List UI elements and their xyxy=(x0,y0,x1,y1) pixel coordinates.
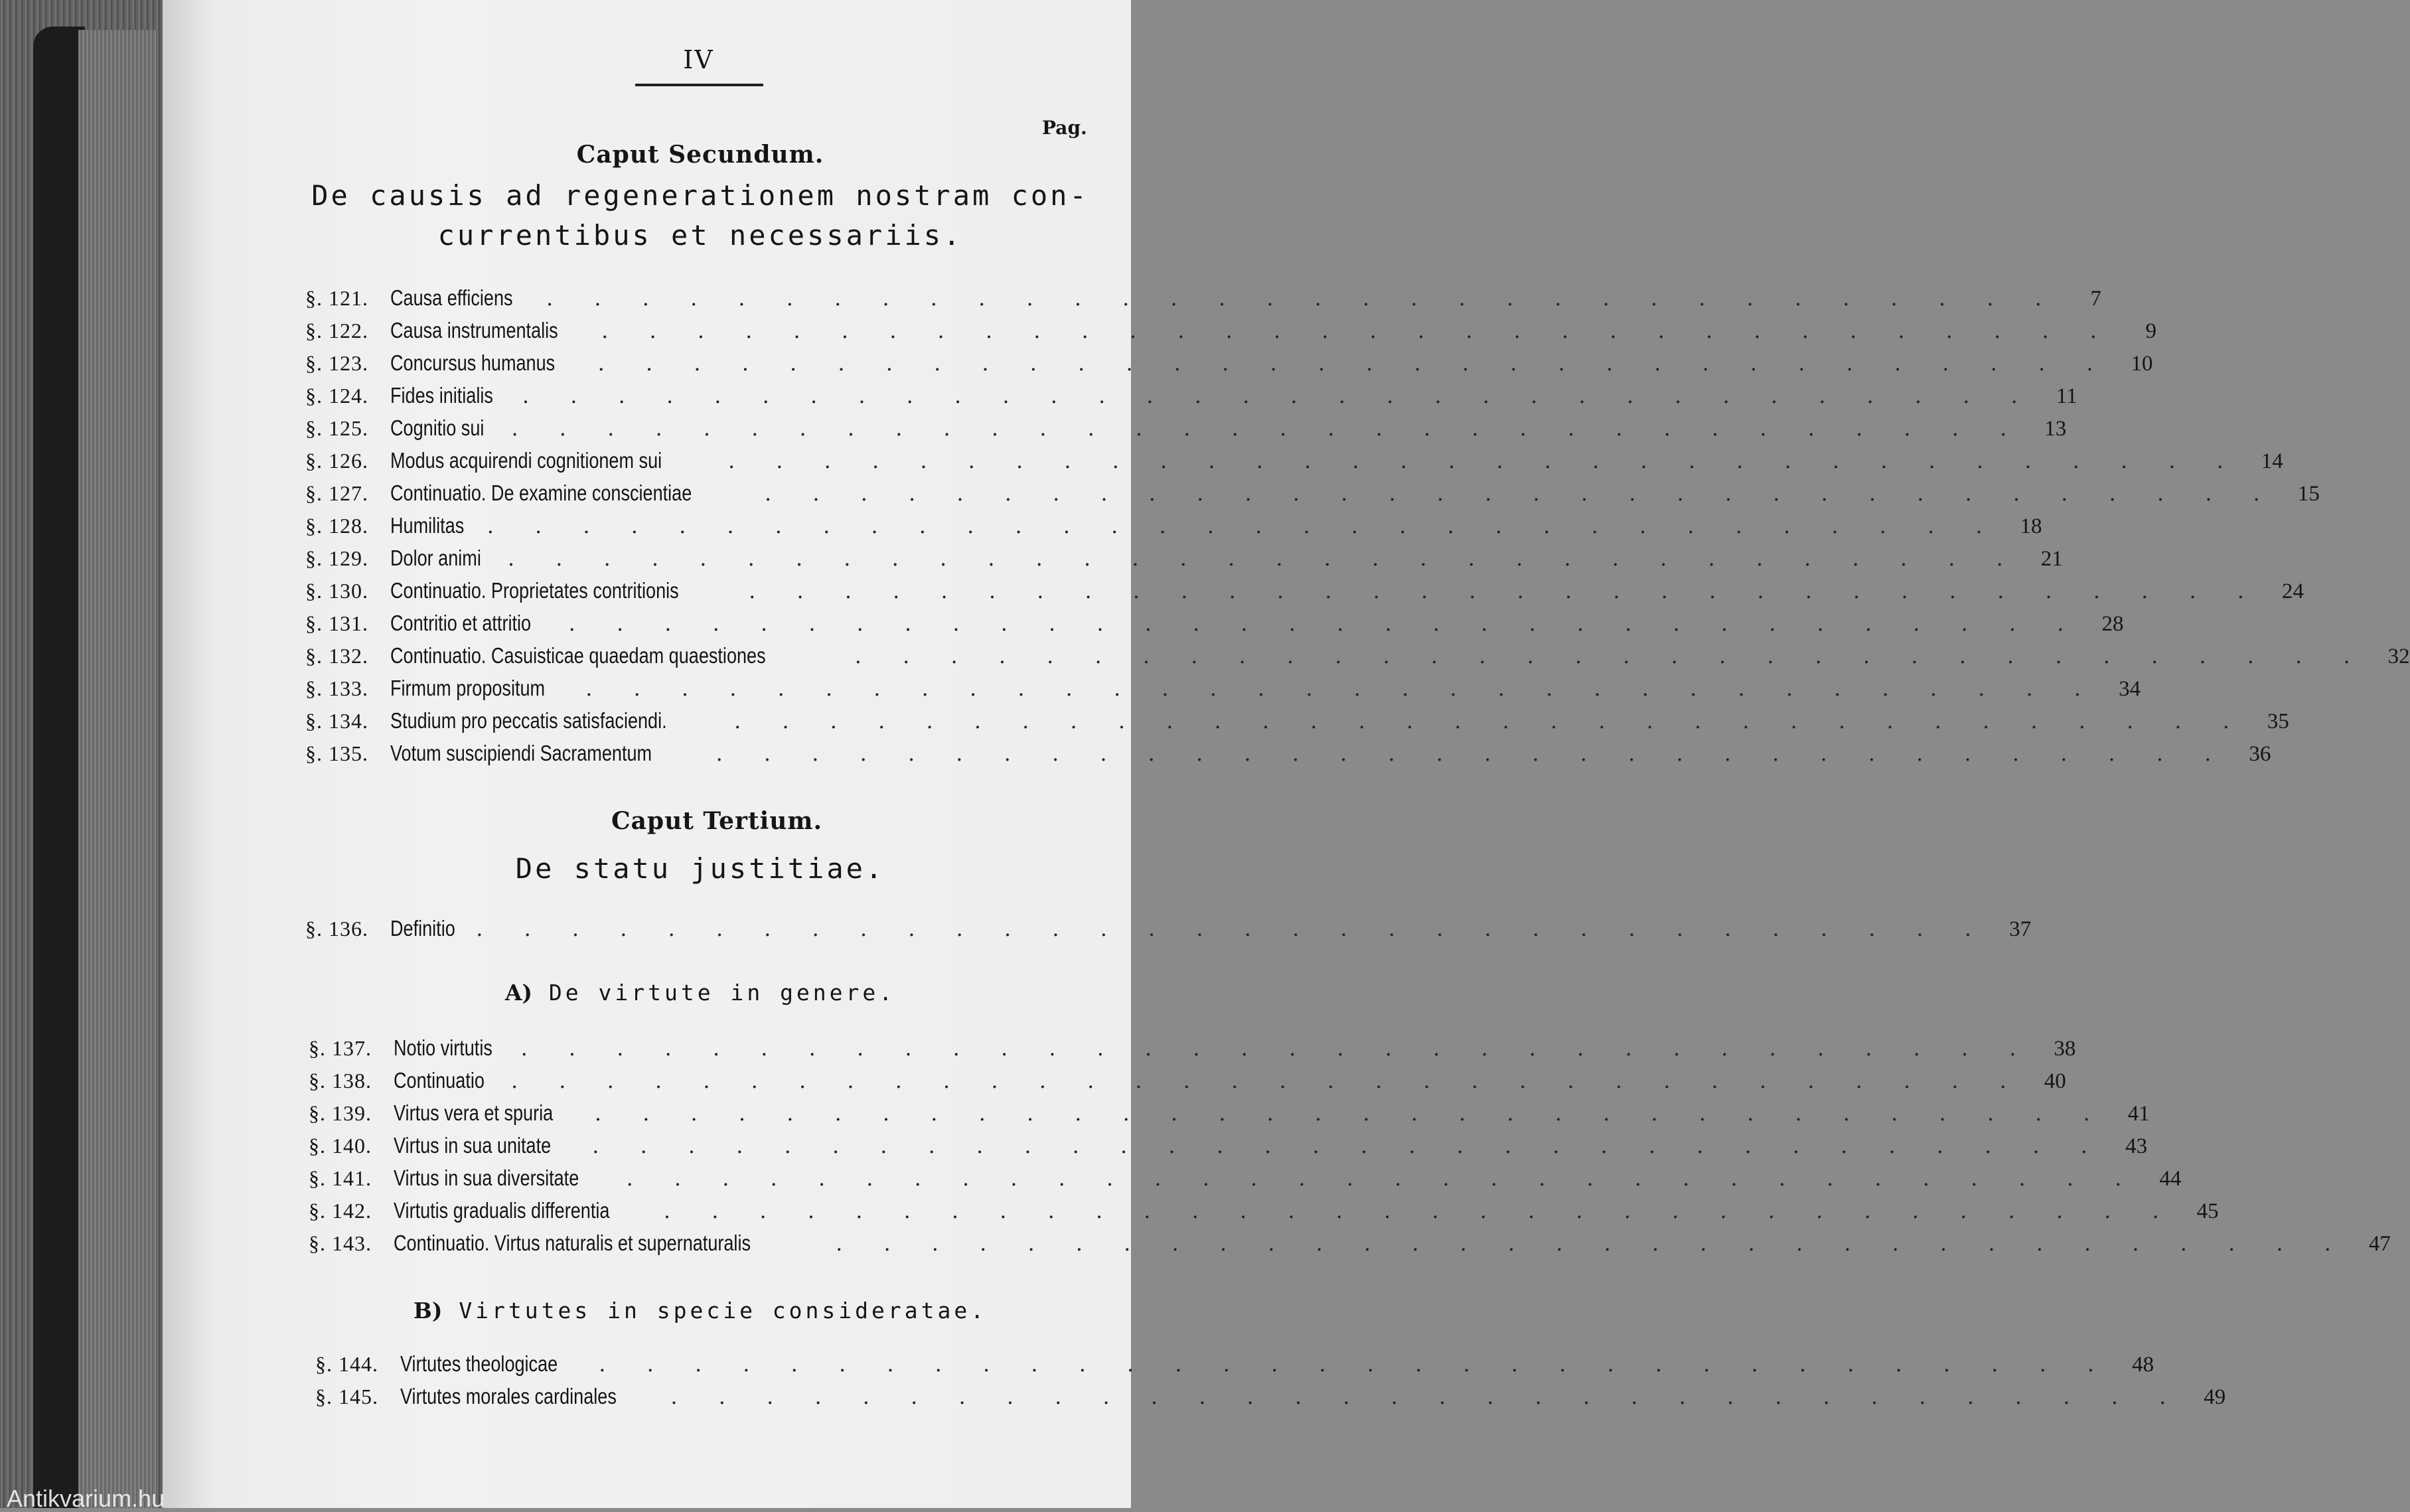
page-number: 10 xyxy=(2131,352,2153,376)
entry-title: Virtutes theologicae xyxy=(400,1351,558,1376)
dot-leader: . . . . . . . . . . . . . . . . . . . . . . . . . . . . . . . . xyxy=(511,416,2024,441)
dot-leader: . . . . . . . . . . . . . . . . . . . . . . . . . . . . . . . . xyxy=(670,1384,2184,1409)
section-number: §. 128. xyxy=(305,514,368,538)
dot-leader: . . . . . . . . . . . . . . . . . . . . . . . . . . . . . . . . xyxy=(663,1198,2176,1223)
toc-entry xyxy=(315,1384,2226,1416)
page-number: 49 xyxy=(2204,1385,2226,1409)
toc-list xyxy=(315,1351,2226,1416)
page-numeral: IV xyxy=(683,45,714,74)
dot-leader: . . . . . . . . . . . . . . . . . . . . . . . . . . . . . . . . xyxy=(594,1100,2107,1126)
toc-list xyxy=(309,1035,2391,1263)
entry-title: Modus acquirendi cognitionem sui xyxy=(390,448,662,473)
chapter-subtitle: currentibus et necessariis. xyxy=(437,219,963,252)
section-number: §. 124. xyxy=(305,384,368,408)
toc-entry xyxy=(309,1166,2182,1198)
entry-title: Fides initialis xyxy=(390,383,493,408)
watermark-text: Antikvarium.hu xyxy=(7,1485,165,1512)
section-heading-text: De virtute in genere. xyxy=(548,980,896,1006)
section-number: §. 132. xyxy=(305,644,368,668)
page-number: 18 xyxy=(2020,514,2042,538)
dot-leader: . . . . . . . . . . . . . . . . . . . . . . . . . . . . . . . . xyxy=(601,318,2114,343)
section-heading xyxy=(279,1298,1122,1323)
entry-title: Continuatio. Casuisticae quaedam quaestiones xyxy=(390,643,766,668)
toc-entry xyxy=(309,1198,2219,1231)
toc-entry xyxy=(309,1035,2076,1068)
dot-leader: . . . . . . . . . . . . . . . . . . . . . . . . . . . . . . . . xyxy=(592,1133,2105,1158)
page-number: 32 xyxy=(2387,644,2410,668)
entry-title: Votum suscipiendi Sacramentum xyxy=(390,741,652,765)
entry-title: Virtus in sua diversitate xyxy=(394,1166,579,1190)
entry-title: Concursus humanus xyxy=(390,350,556,375)
page-number: 47 xyxy=(2368,1232,2391,1256)
toc-list xyxy=(305,285,2410,773)
section-number: §. 138. xyxy=(309,1069,372,1093)
toc-list xyxy=(305,916,2032,948)
toc-entry xyxy=(305,416,2067,448)
page-number: 24 xyxy=(2281,579,2304,603)
toc-entry xyxy=(305,546,2063,578)
section-number: §. 143. xyxy=(309,1231,372,1255)
section-number: §. 136. xyxy=(305,917,368,941)
section-number: §. 140. xyxy=(309,1134,372,1158)
toc-entry xyxy=(305,676,2141,708)
section-number: §. 141. xyxy=(309,1166,372,1190)
page-number: 44 xyxy=(2159,1167,2182,1191)
page-number: 7 xyxy=(2090,287,2101,311)
page-number: 36 xyxy=(2249,742,2271,766)
page-edges xyxy=(78,30,158,1508)
page-number: 34 xyxy=(2119,677,2141,701)
dot-leader: . . . . . . . . . . . . . . . . . . . . . . . . . . . . . . . . xyxy=(734,708,2247,733)
section-number: §. 121. xyxy=(305,286,368,310)
dot-leader: . . . . . . . . . . . . . . . . . . . . . . . . . . . . . . . . xyxy=(836,1231,2348,1256)
dot-leader: . . . . . . . . . . . . . . . . . . . . . . . . . . . . . . . . xyxy=(520,1035,2034,1061)
toc-entry xyxy=(305,578,2304,611)
section-number: §. 144. xyxy=(315,1352,378,1376)
toc-entry xyxy=(309,1231,2391,1263)
section-number: §. 134. xyxy=(305,709,368,733)
toc-entry xyxy=(305,448,2283,481)
section-number: §. 129. xyxy=(305,546,368,570)
page-number: 15 xyxy=(2297,482,2320,506)
section-number: §. 135. xyxy=(305,741,368,765)
section-mark: B) xyxy=(413,1298,443,1323)
page-number: 48 xyxy=(2132,1353,2154,1377)
entry-title: Continuatio. Proprietates contritionis xyxy=(390,578,679,603)
entry-title: Firmum propositum xyxy=(390,676,546,700)
toc-entry xyxy=(305,285,2101,318)
toc-entry xyxy=(305,513,2042,546)
toc-entry xyxy=(309,1133,2148,1166)
dot-leader: . . . . . . . . . . . . . . . . . . . . . . . . . . . . . . . . xyxy=(749,578,2261,603)
chapter-title: Caput Tertium. xyxy=(611,807,823,835)
toc-entry xyxy=(305,708,2289,741)
toc-entry xyxy=(305,481,2320,513)
page-number: 38 xyxy=(2054,1037,2076,1061)
section-heading-text: Virtutes in specie consideratae. xyxy=(459,1298,988,1323)
section-number: §. 125. xyxy=(305,416,368,440)
section-number: §. 122. xyxy=(305,319,368,342)
page-number: 28 xyxy=(2101,612,2124,636)
section-number: §. 133. xyxy=(305,676,368,700)
page-number: 13 xyxy=(2044,417,2067,441)
dot-leader: . . . . . . . . . . . . . . . . . . . . . . . . . . . . . . . . xyxy=(522,383,2035,408)
entry-title: Humilitas xyxy=(390,513,465,538)
entry-title: Cognitio sui xyxy=(390,416,485,440)
toc-entry xyxy=(305,318,2156,350)
toc-entry xyxy=(305,916,2032,948)
chapter-subtitle: De causis ad regenerationem nostram con- xyxy=(311,179,1089,212)
page-number: 14 xyxy=(2261,449,2283,473)
section-number: §. 145. xyxy=(315,1385,378,1408)
page-number: 37 xyxy=(2009,917,2032,941)
dot-leader: . . . . . . . . . . . . . . . . . . . . . . . . . . . . . . . . xyxy=(765,481,2277,506)
section-number: §. 137. xyxy=(309,1036,372,1060)
page-number: 35 xyxy=(2267,710,2289,733)
entry-title: Causa efficiens xyxy=(390,285,513,310)
dot-leader: . . . . . . . . . . . . . . . . . . . . . . . . . . . . . . . . xyxy=(507,546,2020,571)
dot-leader: . . . . . . . . . . . . . . . . . . . . . . . . . . . . . . . . xyxy=(585,676,2099,701)
toc-entry xyxy=(305,350,2153,383)
dot-leader: . . . . . . . . . . . . . . . . . . . . . . . . . . . . . . . . xyxy=(487,513,2000,538)
dot-leader: . . . . . . . . . . . . . . . . . . . . . . . . . . . . . . . . xyxy=(510,1068,2024,1093)
page-number: 11 xyxy=(2056,384,2077,408)
section-heading xyxy=(279,980,1122,1006)
toc-entry xyxy=(305,611,2124,643)
page-number: 9 xyxy=(2145,319,2156,343)
dot-leader: . . . . . . . . . . . . . . . . . . . . . . . . . . . . . . . . xyxy=(568,611,2081,636)
entry-title: Continuatio. Virtus naturalis et supernaturalis xyxy=(394,1231,751,1255)
page-number: 21 xyxy=(2040,547,2063,571)
dot-leader: . . . . . . . . . . . . . . . . . . . . . . . . . . . . . . . . xyxy=(715,741,2229,766)
dot-leader: . . . . . . . . . . . . . . . . . . . . . . . . . . . . . . . . xyxy=(626,1166,2139,1191)
page-number: 40 xyxy=(2044,1069,2066,1093)
entry-title: Studium pro peccatis satisfaciendi. xyxy=(390,708,667,733)
toc-entry xyxy=(305,643,2410,676)
book-cover-edge xyxy=(33,27,85,1508)
toc-entry xyxy=(309,1068,2066,1100)
entry-title: Continuatio xyxy=(394,1068,485,1093)
section-number: §. 131. xyxy=(305,611,368,635)
entry-title: Definitio xyxy=(390,916,455,941)
toc-entry xyxy=(305,383,2077,416)
dot-leader: . . . . . . . . . . . . . . . . . . . . . . . . . . . . . . . . xyxy=(476,916,1989,941)
entry-title: Contritio et attritio xyxy=(390,611,532,635)
section-number: §. 142. xyxy=(309,1199,372,1223)
pag-column-label: Pag. xyxy=(1042,117,1087,139)
dot-leader: . . . . . . . . . . . . . . . . . . . . . . . . . . . . . . . . xyxy=(854,643,2368,668)
section-number: §. 123. xyxy=(305,351,368,375)
dot-leader: . . . . . . . . . . . . . . . . . . . . . . . . . . . . . . . . xyxy=(597,350,2111,376)
toc-entry xyxy=(305,741,2271,773)
header-rule xyxy=(635,84,763,86)
entry-title: Causa instrumentalis xyxy=(390,318,558,342)
section-number: §. 130. xyxy=(305,579,368,603)
entry-title: Virtutis gradualis differentia xyxy=(394,1198,610,1223)
section-mark: A) xyxy=(504,980,533,1006)
toc-entry xyxy=(309,1100,2150,1133)
section-number: §. 127. xyxy=(305,481,368,505)
entry-title: Virtus vera et spuria xyxy=(394,1100,554,1125)
section-number: §. 139. xyxy=(309,1101,372,1125)
entry-title: Virtutes morales cardinales xyxy=(400,1384,617,1408)
toc-entry xyxy=(315,1351,2154,1384)
page-number: 41 xyxy=(2127,1102,2150,1126)
page-number: 45 xyxy=(2196,1199,2219,1223)
section-number: §. 126. xyxy=(305,449,368,473)
entry-title: Notio virtutis xyxy=(394,1035,492,1060)
dot-leader: . . . . . . . . . . . . . . . . . . . . . . . . . . . . . . . . xyxy=(599,1351,2112,1377)
entry-title: Virtus in sua unitate xyxy=(394,1133,552,1158)
chapter-subtitle: De statu justitiae. xyxy=(515,852,885,885)
chapter-title: Caput Secundum. xyxy=(576,141,824,169)
dot-leader: . . . . . . . . . . . . . . . . . . . . . . . . . . . . . . . . xyxy=(727,448,2241,473)
dot-leader: . . . . . . . . . . . . . . . . . . . . . . . . . . . . . . . . xyxy=(546,285,2059,311)
page-number: 43 xyxy=(2125,1134,2148,1158)
entry-title: Continuatio. De examine conscientiae xyxy=(390,481,692,505)
entry-title: Dolor animi xyxy=(390,546,481,570)
